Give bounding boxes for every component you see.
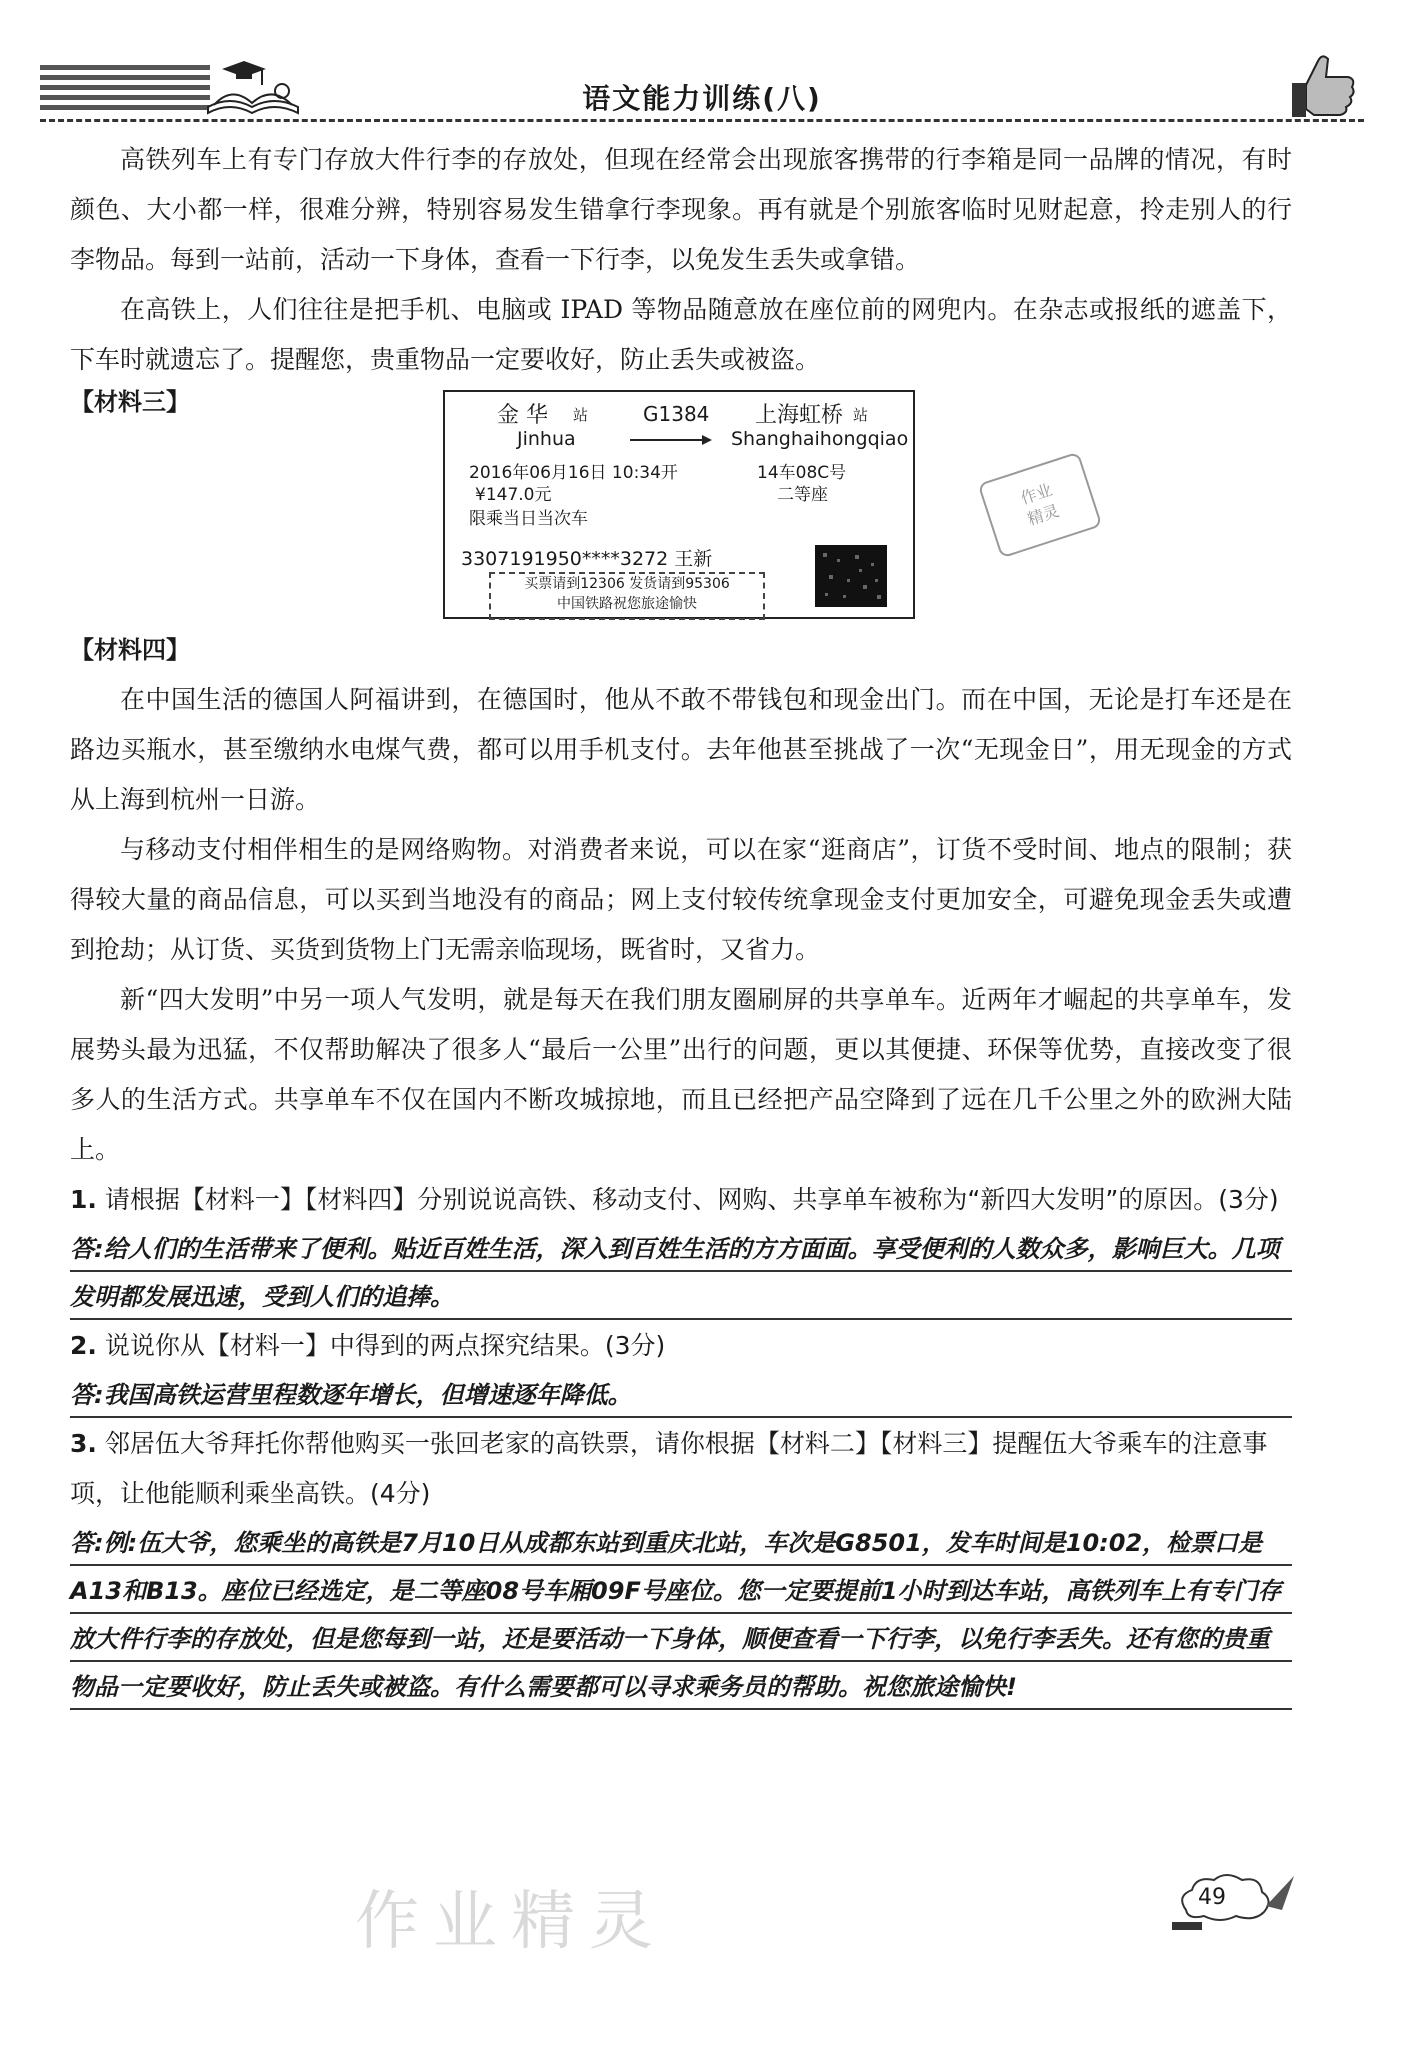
ticket-notice-line-1: 买票请到12306 发货请到95306 bbox=[524, 576, 730, 592]
material4-paragraph-2: 与移动支付相伴相生的是网络购物。对消费者来说，可以在家“逛商店”，订货不受时间、地点的限制；获得较大量的商品信息，可以买到当地没有的商品；网上支付较传统拿现金支付更加安全，可避免现金丢失或遭到抢劫；从订货、买货到货物上门无需亲临现场，既省时，又省力。 bbox=[70, 835, 1292, 964]
question-3-number: 3. bbox=[70, 1429, 97, 1458]
ticket-from-station: 金 华 bbox=[497, 403, 548, 428]
ticket-arrow-icon bbox=[630, 434, 712, 446]
ticket-from-suffix: 站 bbox=[573, 406, 589, 424]
material4-paragraph-3: 新“四大发明”中另一项人气发明，就是每天在我们朋友圈刷屏的共享单车。近两年才崛起的共享单车，发展势头最为迅猛，不仅帮助解决了很多人“最后一公里”出行的问题，更以其便捷、环保等优势，直接改变了很多人的生活方式。共享单车不仅在国内不断攻城掠地，而且已经把产品空降到了远在几千公里之外的欧洲大陆上。 bbox=[70, 985, 1292, 1164]
page-title: 语文能力训练(八) bbox=[582, 82, 822, 115]
page-number: 49 bbox=[1198, 1885, 1226, 1910]
question-1-number: 1. bbox=[70, 1185, 97, 1214]
ticket-notice-box bbox=[489, 572, 765, 620]
ticket-seat: 14车08C号 bbox=[757, 463, 847, 483]
material3-section bbox=[70, 385, 1292, 625]
question-2-number: 2. bbox=[70, 1331, 97, 1360]
material3-title: 【材料三】 bbox=[70, 388, 190, 416]
ticket-train-number: G1384 bbox=[643, 402, 710, 426]
stamp-text-line-1: 作业 bbox=[1018, 480, 1055, 509]
ticket-price: ¥147.0元 bbox=[475, 485, 552, 505]
page-header bbox=[40, 55, 1364, 127]
thumbs-up-icon bbox=[1284, 47, 1364, 127]
ticket-validity: 限乘当日当次车 bbox=[469, 509, 588, 529]
answer-1: 答:给人们的生活带来了便利。贴近百姓生活，深入到百姓生活的方方面面。享受便利的人数众多，影响巨大。几项发明都发展迅速，受到人们的追捧。 bbox=[70, 1225, 1292, 1321]
ticket-to-station: 上海虹桥 bbox=[755, 403, 844, 428]
ticket-to-suffix: 站 bbox=[853, 406, 869, 424]
answer-3: 答:例:伍大爷，您乘坐的高铁是7月10日从成都东站到重庆北站，车次是G8501，发车时间是10:02，检票口是A13和B13。座位已经选定，是二等座08号车厢09F号座位。您一定要提前1小时到达车站，高铁列车上有专门存放大件行李的存放处，但是您每到一站，还是要活动一下身体，顺便查看一下行李，以免行李丢失。还有您的贵重物品一定要收好，防止丢失或被盗。有什么需要都可以寻求乘务员的帮助。祝您旅途愉快! bbox=[70, 1519, 1292, 1711]
answer-2: 答:我国高铁运营里程数逐年增长，但增速逐年降低。 bbox=[70, 1371, 1292, 1419]
watermark-stamp-icon bbox=[970, 445, 1110, 565]
question-3-text: 邻居伍大爷拜托你帮他购买一张回老家的高铁票，请你根据【材料二】【材料三】提醒伍大爷乘车的注意事项，让他能顺利乘坐高铁。(4分) bbox=[70, 1429, 1268, 1508]
stamp-text-line-2: 精灵 bbox=[1025, 501, 1062, 529]
ticket-to-pinyin: Shanghaihongqiao bbox=[731, 428, 909, 450]
question-1-text: 请根据【材料一】【材料四】分别说说高铁、移动支付、网购、共享单车被称为“新四大发明”的原因。(3分) bbox=[104, 1185, 1279, 1214]
ticket-datetime: 2016年06月16日 10:34开 bbox=[469, 463, 678, 483]
question-2 bbox=[70, 1321, 1292, 1371]
ticket-notice-line-2: 中国铁路祝您旅途愉快 bbox=[557, 596, 697, 612]
header-divider bbox=[40, 119, 1364, 122]
train-ticket bbox=[443, 390, 915, 619]
page-content bbox=[70, 135, 1292, 1711]
material4-title: 【材料四】 bbox=[70, 636, 190, 664]
material4-paragraph-1: 在中国生活的德国人阿福讲到，在德国时，他从不敢不带钱包和现金出门。而在中国，无论是打车还是在路边买瓶水，甚至缴纳水电煤气费，都可以用手机支付。去年他甚至挑战了一次“无现金日”，用无现金的方式从上海到杭州一日游。 bbox=[70, 685, 1292, 814]
ticket-from-pinyin: Jinhua bbox=[517, 428, 576, 450]
material2-paragraph-2: 在高铁上，人们往往是把手机、电脑或 IPAD 等物品随意放在座位前的网兜内。在杂志或报纸的遮盖下，下车时就遗忘了。提醒您，贵重物品一定要收好，防止丢失或被盗。 bbox=[70, 295, 1292, 374]
material2-paragraph-1: 高铁列车上有专门存放大件行李的存放处，但现在经常会出现旅客携带的行李箱是同一品牌的情况，有时颜色、大小都一样，很难分辨，特别容易发生错拿行李现象。再有就是个别旅客临时见财起意，拎走别人的行李物品。每到一站前，活动一下身体，查看一下行李，以免发生丢失或拿错。 bbox=[70, 145, 1292, 274]
watermark-text: 作业精灵 bbox=[355, 1885, 667, 1959]
ticket-qr-code bbox=[815, 545, 887, 607]
ticket-passenger-id: 3307191950****3272 王新 bbox=[461, 548, 713, 570]
ticket-class: 二等座 bbox=[777, 485, 828, 505]
question-2-text: 说说你从【材料一】中得到的两点探究结果。(3分) bbox=[104, 1331, 666, 1360]
question-1 bbox=[70, 1175, 1292, 1225]
question-3 bbox=[70, 1419, 1292, 1519]
